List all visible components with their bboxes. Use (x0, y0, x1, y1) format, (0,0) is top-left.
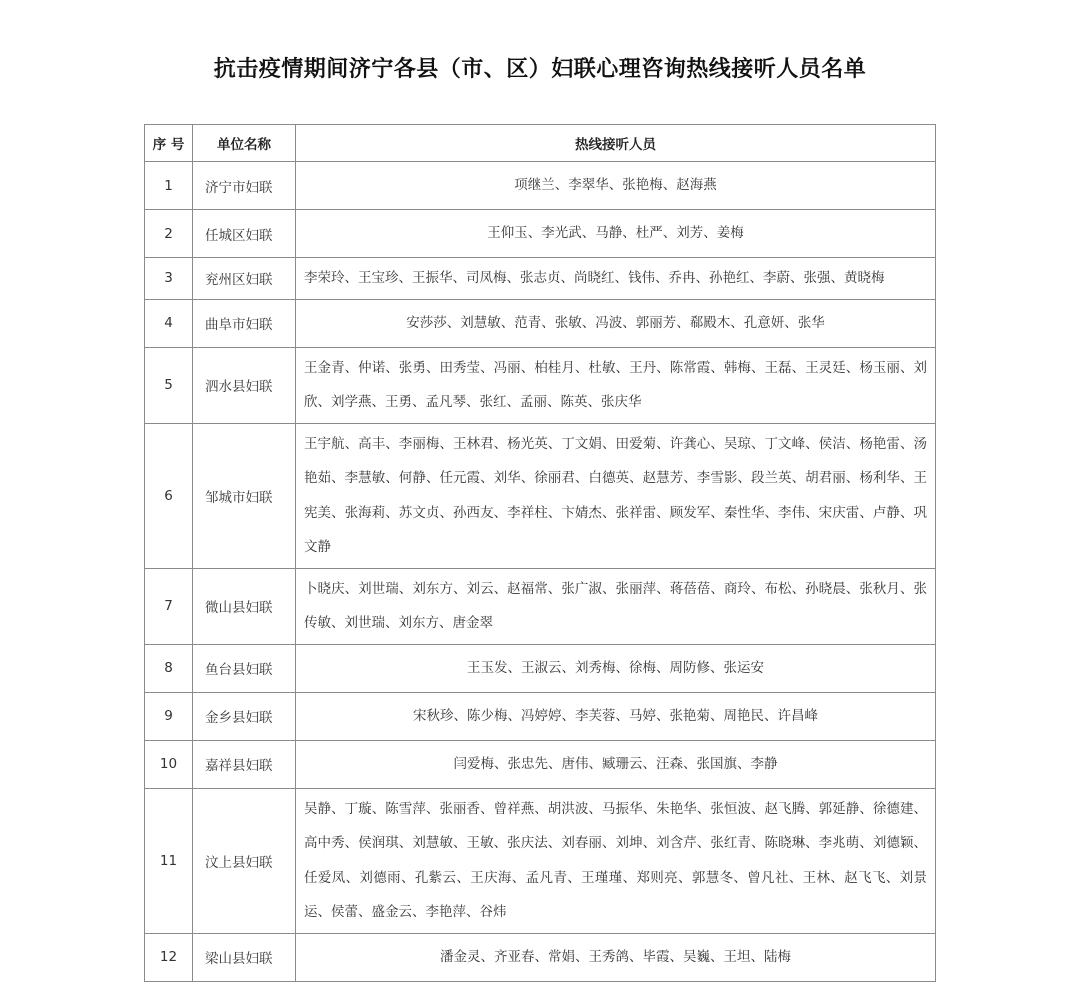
table-row (145, 788, 936, 933)
row-number: 5 (145, 347, 193, 423)
row-number: 9 (145, 692, 193, 740)
table-row (145, 210, 936, 258)
row-unit-name: 嘉祥县妇联 (193, 740, 296, 788)
row-staff-list: 宋秋珍、陈少梅、冯婷婷、李芙蓉、马婷、张艳菊、周艳民、许昌峰 (296, 692, 936, 740)
row-unit-name: 梁山县妇联 (193, 933, 296, 981)
row-number: 4 (145, 299, 193, 347)
row-unit-name: 邹城市妇联 (193, 423, 296, 568)
staff-names: 卜晓庆、刘世瑞、刘东方、刘云、赵福常、张广淑、张丽萍、蒋蓓蓓、商玲、布松、孙晓晨、张秋月、张传敏、刘世瑞、刘东方、唐金翠 (304, 580, 927, 631)
row-unit-name: 金乡县妇联 (193, 692, 296, 740)
row-number: 10 (145, 740, 193, 788)
row-staff-list (296, 568, 936, 644)
table-row (145, 299, 936, 347)
row-unit-name: 济宁市妇联 (193, 162, 296, 210)
row-number: 11 (145, 788, 193, 933)
row-unit-name: 兖州区妇联 (193, 258, 296, 300)
table-row (145, 347, 936, 423)
row-unit-name: 微山县妇联 (193, 568, 296, 644)
table-header-row (145, 125, 936, 162)
table-row (145, 568, 936, 644)
row-number: 6 (145, 423, 193, 568)
row-staff-list (296, 788, 936, 933)
row-number: 7 (145, 568, 193, 644)
hotline-staff-table (144, 124, 936, 982)
table-row (145, 644, 936, 692)
table-row (145, 933, 936, 981)
row-staff-list (296, 347, 936, 423)
row-staff-list: 王玉发、王淑云、刘秀梅、徐梅、周防修、张运安 (296, 644, 936, 692)
staff-names: 王金青、仲诺、张勇、田秀莹、冯丽、柏桂月、杜敏、王丹、陈常霞、韩梅、王磊、王灵廷、杨玉丽、刘欣、刘学燕、王勇、孟凡琴、张红、孟丽、陈英、张庆华 (304, 359, 927, 410)
row-number: 2 (145, 210, 193, 258)
row-staff-list (296, 423, 936, 568)
header-unit-name: 单位名称 (193, 125, 296, 162)
header-number: 序 号 (145, 125, 193, 162)
document-title: 抗击疫情期间济宁各县（市、区）妇联心理咨询热线接听人员名单 (213, 57, 867, 82)
row-unit-name: 任城区妇联 (193, 210, 296, 258)
row-unit-name: 曲阜市妇联 (193, 299, 296, 347)
header-hotline-staff: 热线接听人员 (296, 125, 936, 162)
row-unit-name: 鱼台县妇联 (193, 644, 296, 692)
staff-names: 李荣玲、王宝珍、王振华、司凤梅、张志贞、尚晓红、钱伟、乔冉、孙艳红、李蔚、张强、黄晓梅 (304, 270, 885, 286)
table-row (145, 692, 936, 740)
row-unit-name: 泗水县妇联 (193, 347, 296, 423)
row-staff-list: 项继兰、李翠华、张艳梅、赵海燕 (296, 162, 936, 210)
row-unit-name: 汶上县妇联 (193, 788, 296, 933)
row-number: 12 (145, 933, 193, 981)
staff-names: 吴静、丁璇、陈雪萍、张丽香、曾祥燕、胡洪波、马振华、朱艳华、张恒波、赵飞腾、郭延静、徐德建、高中秀、侯润琪、刘慧敏、王敏、张庆法、刘春丽、刘坤、刘含芹、张红青、陈晓琳、李兆萌、刘德颖、任爱凤、刘德雨、孔紫云、王庆海、孟凡青、王瑾瑾、郑则亮、郭慧冬、曾凡社、王林、赵飞飞、刘景运、侯蕾、盛金云、李艳萍、谷炜 (304, 800, 927, 920)
staff-names: 王宇航、高丰、李丽梅、王林君、杨光英、丁文娟、田爱菊、许龚心、吴琼、丁文峰、侯洁、杨艳雷、汤艳茹、李慧敏、何静、任元霞、刘华、徐丽君、白德英、赵慧芳、李雪影、段兰英、胡君丽、杨利华、王宪美、张海莉、苏文贞、孙西友、李祥柱、卞婧杰、张祥雷、顾发军、秦性华、李伟、宋庆雷、卢静、巩文静 (304, 435, 927, 555)
table-row (145, 258, 936, 300)
row-staff-list: 潘金灵、齐亚春、常娟、王秀鸽、毕霞、吴巍、王坦、陆梅 (296, 933, 936, 981)
row-staff-list (296, 258, 936, 300)
row-number: 1 (145, 162, 193, 210)
table-row (145, 162, 936, 210)
row-staff-list: 王仰玉、李光武、马静、杜严、刘芳、姜梅 (296, 210, 936, 258)
table-row (145, 423, 936, 568)
row-number: 3 (145, 258, 193, 300)
row-staff-list: 闫爱梅、张忠先、唐伟、臧珊云、汪森、张国旗、李静 (296, 740, 936, 788)
row-number: 8 (145, 644, 193, 692)
table-row (145, 740, 936, 788)
row-staff-list: 安莎莎、刘慧敏、范青、张敏、冯波、郭丽芳、郗殿木、孔意妍、张华 (296, 299, 936, 347)
